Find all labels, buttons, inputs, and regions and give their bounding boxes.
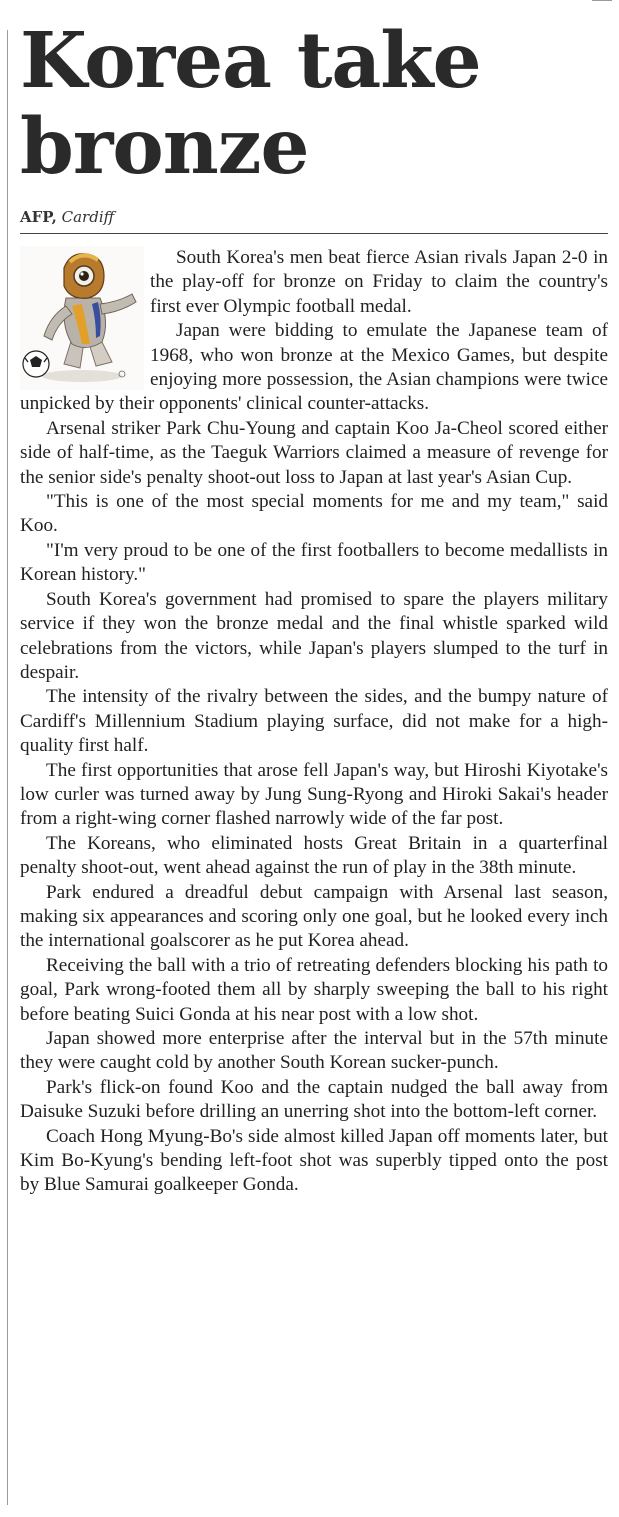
byline-agency: AFP, xyxy=(20,208,57,226)
column-rule xyxy=(7,30,8,1505)
paragraph: Coach Hong Myung-Bo's side almost killed Japan off moments later, but Kim Bo-Kyung's bending left-foot shot was superbly tipped onto the post by Blue Samurai goalkeeper Gonda. xyxy=(20,1125,608,1196)
paragraph: Receiving the ball with a trio of retreating defenders blocking his path to goal, Park wrong-footed them all by sharply sweeping the ball to his right before beating Suici Gonda at his near post with a low shot. xyxy=(20,954,608,1025)
paragraph: "I'm very proud to be one of the first footballers to become medallists in Korean history." xyxy=(20,539,608,586)
corner-rule xyxy=(592,0,612,1)
paragraph: The intensity of the rivalry between the sides, and the bumpy nature of Cardiff's Millennium Stadium playing surface, did not make for a high-quality first half. xyxy=(20,686,608,757)
paragraph: The first opportunities that arose fell Japan's way, but Hiroshi Kiyotake's low curler was turned away by Jung Sung-Ryong and Hiroki Sakai's header from a right-wing corner flashed narrowly wide of the far post. xyxy=(20,759,608,830)
paragraph: Japan were bidding to emulate the Japanese team of 1968, who won bronze at the Mexico Games, but despite enjoying more possession, the Asian champions were twice unpicked by their opponents' clinical counter-attacks. xyxy=(20,320,608,415)
byline xyxy=(20,208,608,226)
headline: Korea take bronze xyxy=(20,16,481,192)
byline-city: Cardiff xyxy=(61,208,115,226)
paragraph: Park's flick-on found Koo and the captain nudged the ball away from Daisuke Suzuki before drilling an unerring shot into the bottom-left corner. xyxy=(20,1076,608,1123)
paragraph: South Korea's government had promised to spare the players military service if they won the bronze medal and the final whistle sparked wild celebrations from the victors, while Japan's players slumped to the turf in despair. xyxy=(20,588,608,683)
paragraph: Park endured a dreadful debut campaign with Arsenal last season, making six appearances and scoring only one goal, but he looked every inch the international goalscorer as he put Korea ahead. xyxy=(20,881,608,952)
paragraph: Arsenal striker Park Chu-Young and captain Koo Ja-Cheol scored either side of half-time, as the Taeguk Warriors claimed a measure of revenge for the senior side's penalty shoot-out loss to Japan at last year's Asian Cup. xyxy=(20,417,608,488)
paragraph: Japan showed more enterprise after the interval but in the 57th minute they were caught cold by another South Korean sucker-punch. xyxy=(20,1028,608,1074)
paragraph: The Koreans, who eliminated hosts Great Britain in a quarterfinal penalty shoot-out, went ahead against the run of play in the 38th minute. xyxy=(20,832,608,879)
divider xyxy=(20,233,608,234)
article-body xyxy=(20,246,608,1198)
paragraph: "This is one of the most special moments for me and my team," said Koo. xyxy=(20,491,608,537)
article xyxy=(20,18,608,1198)
paragraph: South Korea's men beat fierce Asian rivals Japan 2-0 in the play-off for bronze on Friday to claim the country's first ever Olympic football medal. xyxy=(150,247,608,317)
olympic-mascot-icon xyxy=(20,246,144,390)
